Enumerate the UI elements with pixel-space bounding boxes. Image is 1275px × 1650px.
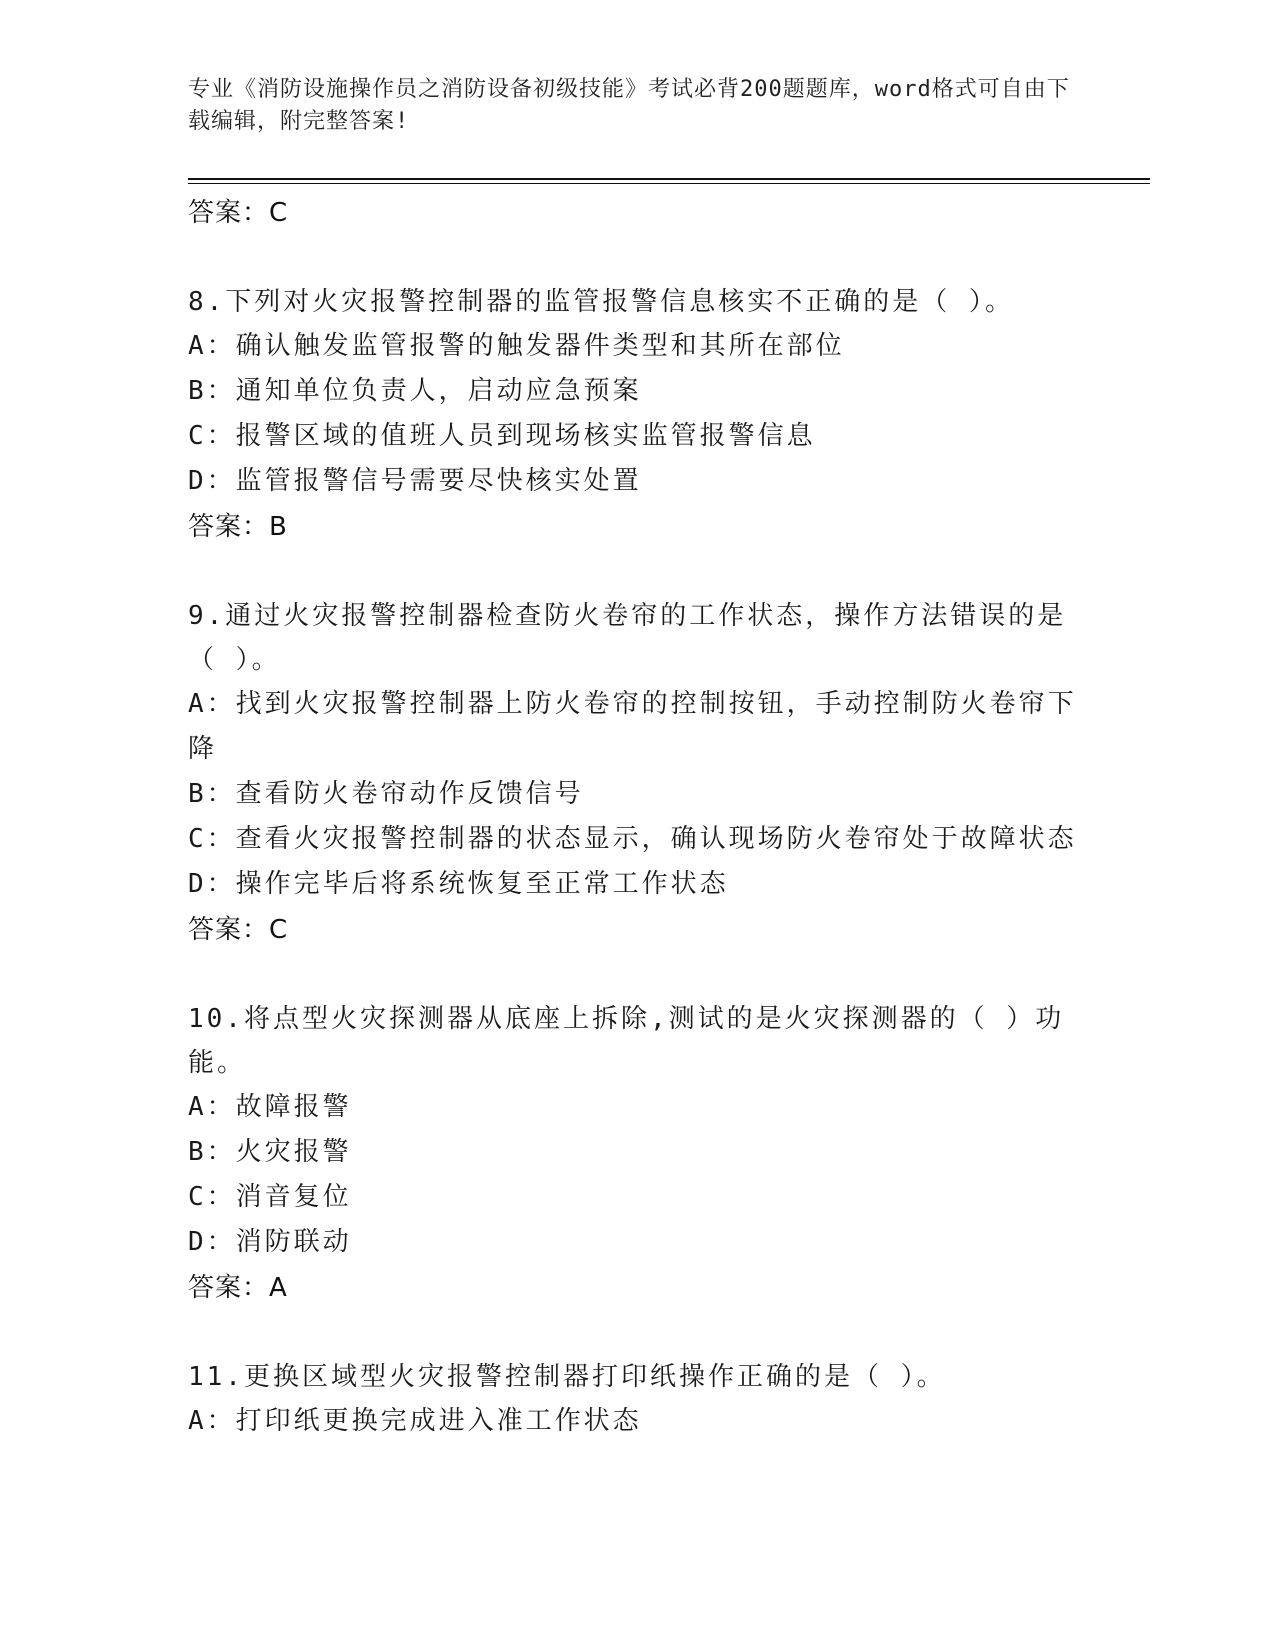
option-c: C：消音复位: [188, 1182, 352, 1212]
header-text: 专业《消防设施操作员之消防设备初级技能》考试必背200题题库，word格式可自由下载编辑，附完整答案!: [188, 77, 1070, 134]
document-body: [188, 190, 1088, 1444]
header-rule-thin: [188, 183, 1150, 184]
question-stem: 11.更换区域型火灾报警控制器打印纸操作正确的是（ ）。: [188, 1362, 946, 1392]
question-stem: 8.下列对火灾报警控制器的监管报警信息核实不正确的是（ ）。: [188, 287, 1014, 317]
option-a: A：找到火灾报警控制器上防火卷帘的控制按钮，手动控制防火卷帘下降: [188, 689, 1077, 764]
header-rule-thick: [188, 178, 1150, 180]
document-header: [188, 74, 1088, 138]
option-a: A：故障报警: [188, 1092, 352, 1122]
question-answer: 答案：B: [188, 512, 288, 542]
option-d: D：消防联动: [188, 1227, 352, 1257]
option-b: B：查看防火卷帘动作反馈信号: [188, 779, 584, 809]
question-11: [188, 1355, 1088, 1444]
option-b: B：火灾报警: [188, 1137, 352, 1167]
option-a: A：确认触发监管报警的触发器件类型和其所在部位: [188, 331, 845, 361]
question-8: [188, 280, 1088, 550]
question-stem: 10.将点型火灾探测器从底座上拆除,测试的是火灾探测器的（ ）功能。: [188, 1004, 1065, 1078]
question-stem: 9.通过火灾报警控制器检查防火卷帘的工作状态，操作方法错误的是（ ）。: [188, 601, 1067, 675]
question-answer: 答案：A: [188, 1273, 288, 1303]
option-d: D：操作完毕后将系统恢复至正常工作状态: [188, 869, 729, 899]
question-9: [188, 594, 1088, 953]
option-d: D：监管报警信号需要尽快核实处置: [188, 466, 642, 496]
previous-answer: 答案：C: [188, 198, 289, 228]
option-b: B：通知单位负责人，启动应急预案: [188, 376, 642, 406]
option-c: C：查看火灾报警控制器的状态显示，确认现场防火卷帘处于故障状态: [188, 824, 1077, 854]
option-a: A：打印纸更换完成进入准工作状态: [188, 1406, 642, 1436]
option-c: C：报警区域的值班人员到现场核实监管报警信息: [188, 421, 816, 451]
question-answer: 答案：C: [188, 915, 289, 945]
question-10: [188, 997, 1088, 1311]
